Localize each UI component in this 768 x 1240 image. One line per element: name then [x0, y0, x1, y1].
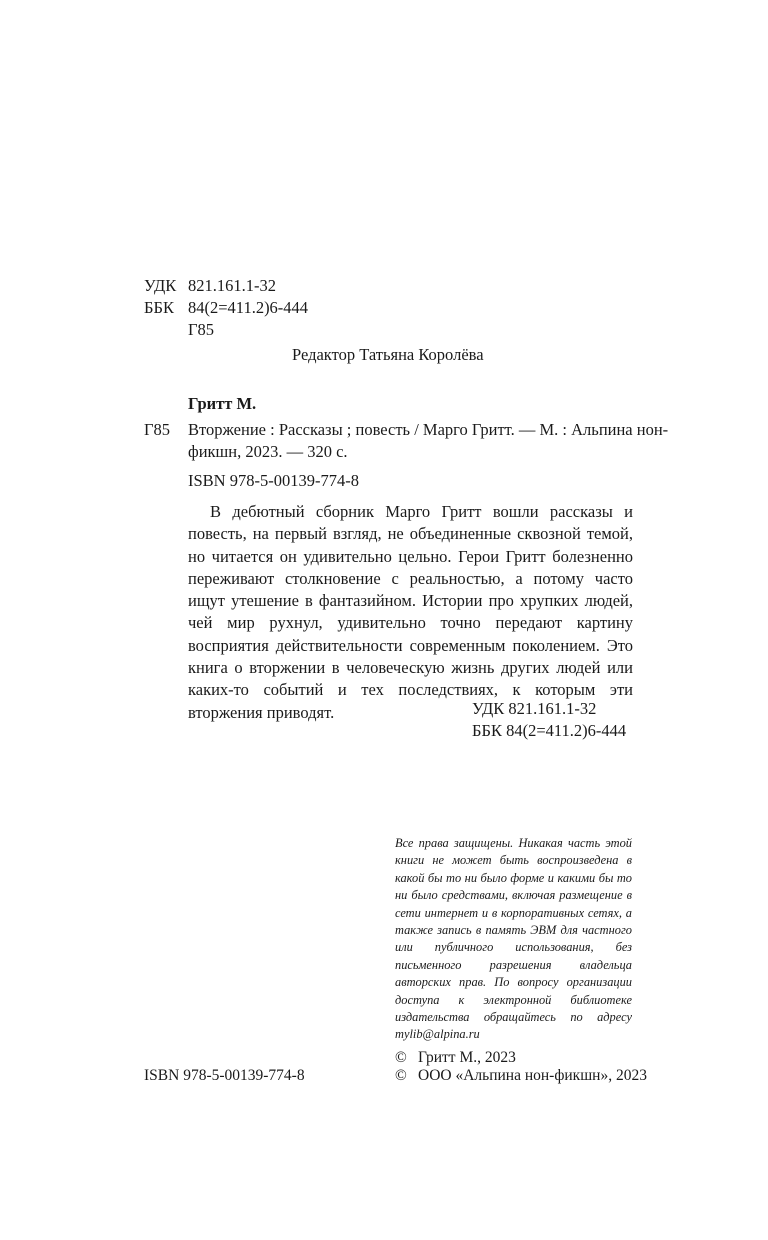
udk-line: УДК 821.161.1-32 — [472, 699, 597, 718]
editor-line: Редактор Татьяна Королёва — [292, 345, 484, 364]
footer-isbn: ISBN 978-5-00139-774-8 — [144, 1067, 305, 1084]
catalog-mark: Г85 — [144, 420, 171, 439]
author-mark: Г85 — [188, 320, 215, 339]
copyright-symbol-1: © — [395, 1049, 407, 1066]
rights-text: Все права защищены. Никакая часть этой книги не может быть воспроизведена в какой бы то ни было форме и какими бы то ни было средствами, включая размещение в сети интернет и в корпоративных сетях, а также запись в память ЭВМ для частного или публичного использования, без письменного разрешения владельца авторских прав. По вопросу организации доступа к электронной библиотеке издательства обращайтесь по адресу mylib@alpina.ru — [395, 836, 632, 1042]
annotation — [188, 501, 633, 724]
author-heading: Гритт М. — [188, 394, 257, 413]
rights-notice — [395, 835, 632, 1044]
annotation-text: В дебютный сборник Марго Гритт вошли рассказы и повесть, на первый взгляд, не объединенные сквозной темой, но читается он удивительно цельно. Герои Гритт болезненно переживают столкновение с реальностью, а потому часто ищут утешение в фантазийном. Истории про хрупких людей, чей мир рухнул, удивительно точно передают картину восприятия действительности современным поколением. Это книга о вторжении в человеческую жизнь других людей или каких-то событий и тех последствиях, к которым эти вторжения приводят. — [188, 502, 633, 722]
title-line-1: Вторжение : Рассказы ; повесть / Марго Гритт. — М. : Альпина нон- — [188, 420, 669, 439]
copyright-symbol-2: © — [395, 1067, 407, 1084]
bbk-line: ББК 84(2=411.2)6-444 — [472, 721, 627, 740]
isbn-line: ISBN 978-5-00139-774-8 — [188, 471, 359, 490]
udk-value: 821.161.1-32 — [188, 276, 276, 295]
udk-label: УДК — [144, 276, 177, 295]
copyright-publisher: ООО «Альпина нон-фикшн», 2023 — [418, 1067, 647, 1084]
copyright-author: Гритт М., 2023 — [418, 1049, 516, 1066]
bbk-value: 84(2=411.2)6-444 — [188, 298, 309, 317]
bbk-label: ББК — [144, 298, 174, 317]
title-line-2: фикшн, 2023. — 320 с. — [188, 442, 348, 461]
